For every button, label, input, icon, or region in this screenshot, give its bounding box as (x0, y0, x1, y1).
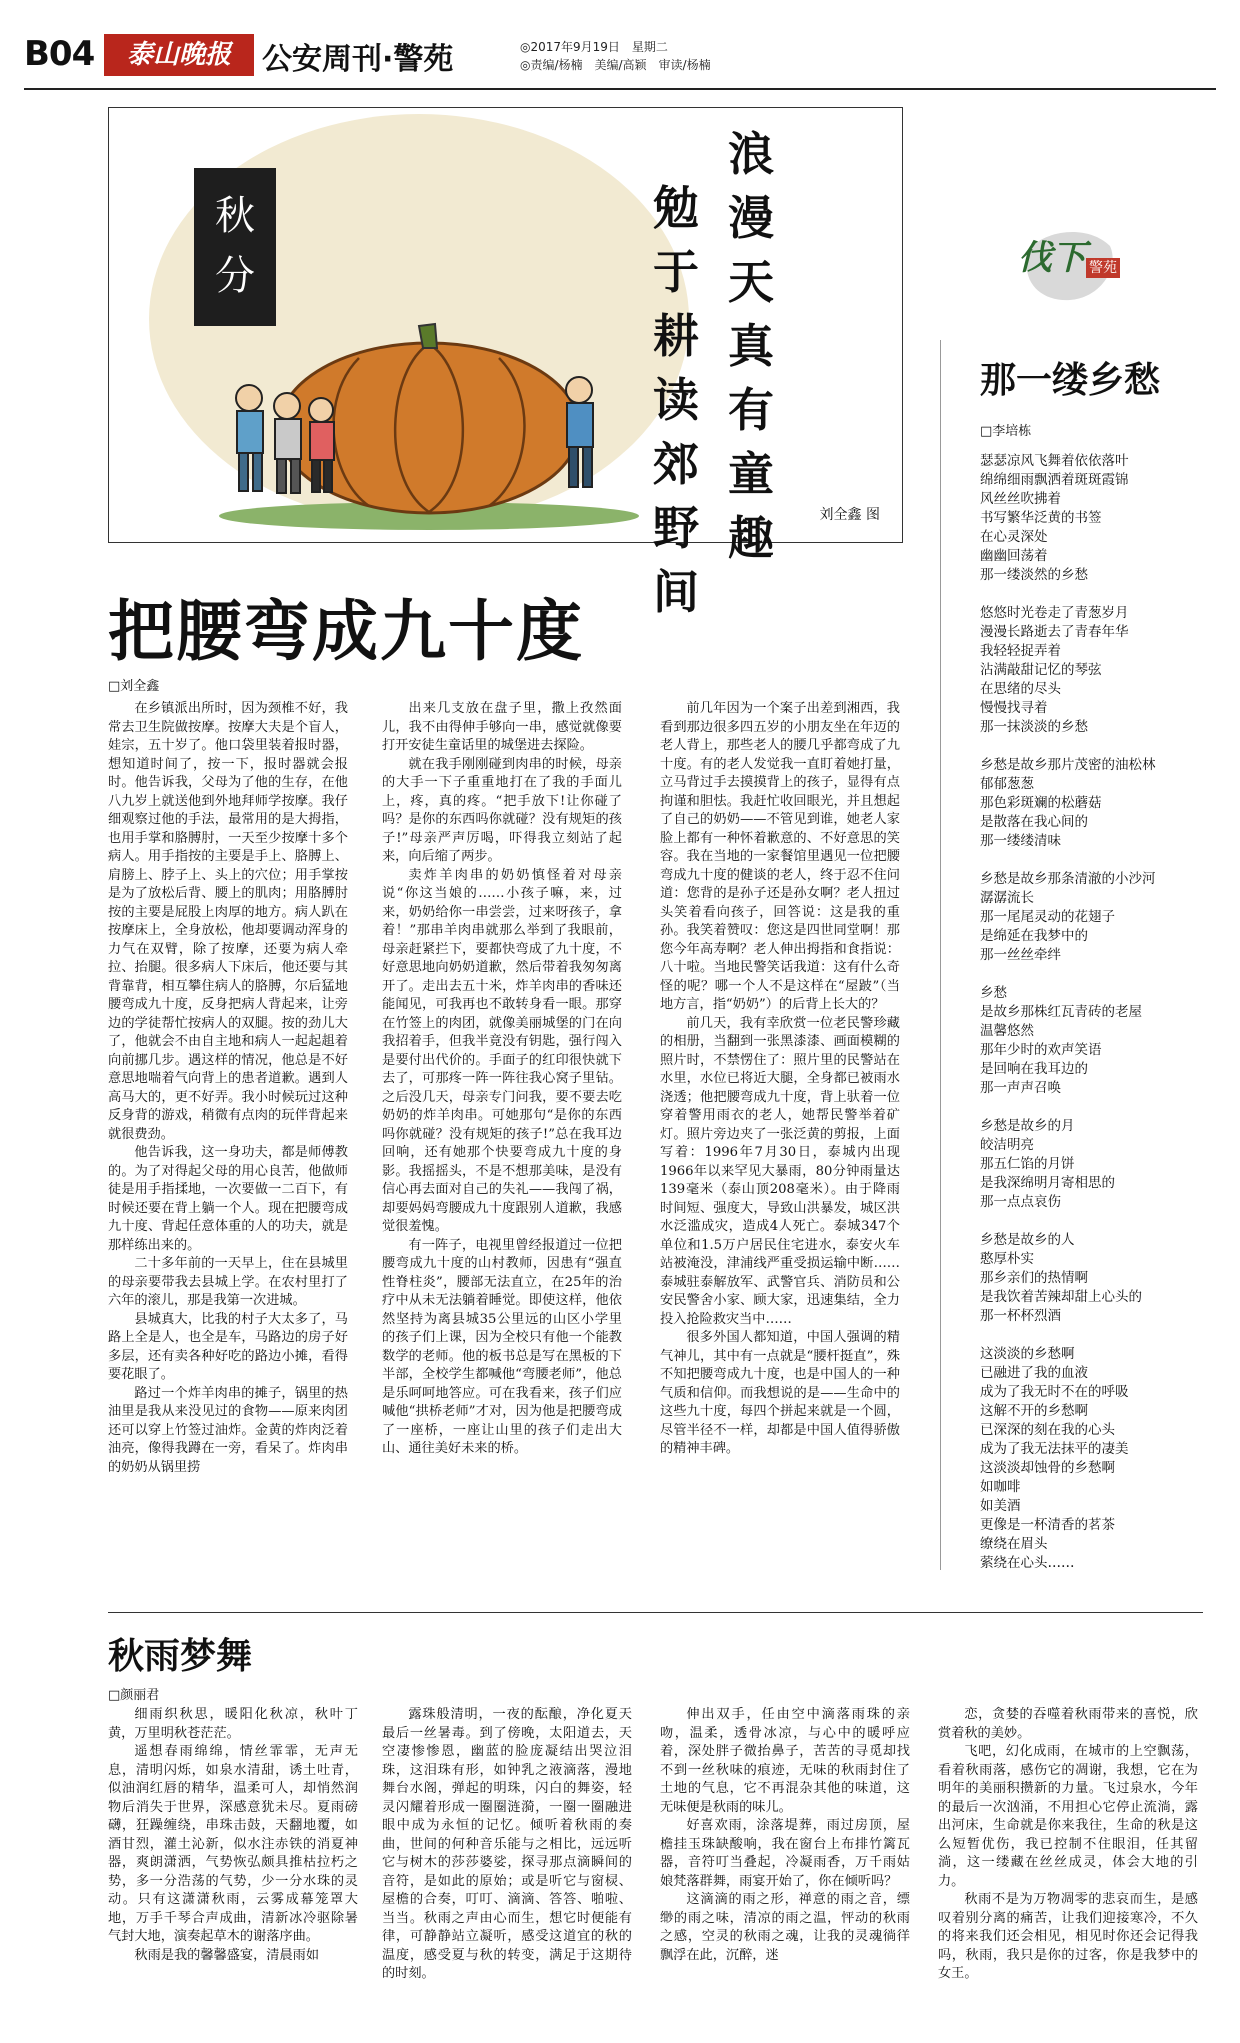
poem-line: 那色彩斑斓的松蘑菇 (980, 795, 1102, 811)
column-stamp: 警苑 (1086, 258, 1120, 278)
poem-line: 更像是一杯清香的茗茶 (980, 1517, 1115, 1533)
poem-line: 那一抹淡淡的乡愁 (980, 719, 1088, 735)
poem-line: 这淡淡的乡愁啊 (980, 1346, 1075, 1362)
poem-line: 书写繁华泛黄的书签 (980, 510, 1102, 526)
poem-stanza (980, 984, 1200, 1098)
poem-line: 已深深的刻在我的心头 (980, 1422, 1115, 1438)
poem-line: 是我深绵明月寄相思的 (980, 1175, 1115, 1191)
poem-line: 缭绕在眉头 (980, 1536, 1048, 1552)
article2-title: 秋雨梦舞 (108, 1636, 253, 1677)
poem-line: 那一声声召唤 (980, 1080, 1061, 1096)
poem-line: 绵绵细雨飘洒着斑斑霞锦 (980, 472, 1129, 488)
poem-line: 这解不开的乡愁啊 (980, 1403, 1088, 1419)
poem-line: 沾满敲甜记忆的琴弦 (980, 662, 1102, 678)
article2-column-1 (108, 1706, 358, 2032)
stamp-char-2: 分 (215, 253, 255, 299)
poem-line: 慢慢找寻着 (980, 700, 1048, 716)
paragraph: 很多外国人都知道，中国人强调的精气神儿，其中有一点就是“腰杆挺直”，殊不知把腰弯成九十度，也是中国人的一种气质和信仰。而我想说的是——生命中的这些九十度，每四个拼起来就是一个圆，尽管半径不一样，却都是中国人值得骄傲的精神丰碑。 (660, 1330, 900, 1456)
illustration-title-col1: 浪漫天真有童趣 (728, 127, 774, 565)
poem-line: 那乡亲们的热情啊 (980, 1270, 1088, 1286)
poem-line: 那一杯杯烈酒 (980, 1308, 1061, 1324)
paragraph: 细雨织秋思，暖阳化秋凉，秋叶丁黄，万里明秋苍茫茫。 (108, 1707, 358, 1741)
poem-line: 乡愁是故乡那片茂密的油松林 (980, 757, 1156, 773)
poem-line: 是我饮着苦辣却甜上心头的 (980, 1289, 1142, 1305)
column-decoration (1010, 218, 1130, 310)
poem-line: 如美酒 (980, 1498, 1021, 1514)
poem-line: 在思绪的尽头 (980, 681, 1061, 697)
illustration-title-col2: 勉于耕读郊野间 (653, 181, 699, 619)
article1-column-1 (108, 700, 348, 1600)
poem-line: 风丝丝吹拂着 (980, 491, 1061, 507)
paragraph: 伸出双手，任由空中滴落雨珠的亲吻，温柔，透骨冰凉，与心中的暖呼应着，深处胖子微抬鼻子，苦苦的寻觅却找不到一丝秋味的痕迹，无味的秋雨封住了土地的气息，它不再混杂其他的味道，这无味便是秋雨的味儿。 (660, 1707, 910, 1815)
poem-line: 这淡淡却蚀骨的乡愁啊 (980, 1460, 1115, 1476)
poem-title: 那一缕乡愁 (980, 360, 1161, 401)
poem-line: 成为了我无时不在的呼吸 (980, 1384, 1129, 1400)
article2-column-3 (660, 1706, 910, 2032)
poem-stanza (980, 604, 1200, 737)
paragraph: 恋，贪婪的吞噬着秋雨带来的喜悦，欣赏着秋的美妙。 (938, 1707, 1198, 1741)
poem-stanza (980, 870, 1200, 965)
paragraph: 这滴滴的雨之形，禅意的雨之音，缥缈的雨之味，清凉的雨之温，怦动的秋雨之感，空灵的秋雨之魂，让我的灵魂徜徉飘浮在此，沉醉，迷 (660, 1892, 910, 1963)
poem-stanza (980, 1345, 1200, 1573)
poem-body (980, 452, 1200, 1592)
poem-line: 乡愁 (980, 985, 1007, 1001)
poem-line: 是绵延在我梦中的 (980, 928, 1088, 944)
poem-line: 憨厚朴实 (980, 1251, 1034, 1267)
pumpkin-stem (419, 324, 437, 348)
article1-title: 把腰弯成九十度 (108, 593, 584, 670)
poem-line: 已融进了我的血液 (980, 1365, 1088, 1381)
poem-stanza (980, 452, 1200, 585)
editor-credits: ◎责编/杨楠 美编/高颖 审读/杨楠 (520, 58, 711, 72)
poem-line: 在心灵深处 (980, 529, 1048, 545)
article1-author: □刘全鑫 (108, 679, 160, 694)
article1-column-3 (660, 700, 900, 1600)
paragraph: 飞吧，幻化成雨，在城市的上空飘荡，看着秋雨落，感伤它的凋谢，我想，它在为明年的美丽积攒新的力量。飞过泉水，今年的最后一次汹涌，不用担心它停止流淌，露出河床，生命就是你来我往，生命的秋是这么短暂优伤，我已控制不住眼泪，任其留淌，这一缕藏在丝丝成灵，体会大地的引力。 (938, 1744, 1198, 1889)
poem-line: 幽幽回荡着 (980, 548, 1048, 564)
article1-column-2 (382, 700, 622, 1600)
illustration-box (108, 107, 903, 619)
poem-line: 悠悠时光卷走了青葱岁月 (980, 605, 1129, 621)
poem-stanza (980, 1231, 1200, 1326)
poem-line: 是回响在我耳边的 (980, 1061, 1088, 1077)
poem-stanza (980, 1117, 1200, 1212)
stamp-char-1: 秋 (215, 193, 255, 239)
poem-line: 那一点点哀伤 (980, 1194, 1061, 1210)
poem-line: 那一缕缕清味 (980, 833, 1061, 849)
issue-date: ◎2017年9月19日 星期二 (520, 40, 668, 54)
column-logo-text: 伐下 (1018, 238, 1086, 278)
poem-line: 皎洁明亮 (980, 1137, 1034, 1153)
paragraph: 卖炸羊肉串的奶奶慎怪着对母亲说“你这当娘的……小孩子嘛，来，过来，奶奶给你一串尝尝，过来呀孩子，拿着！”那串羊肉串就那么举到了我眼前，母亲赶紧拦下，要都快弯成了九十度，不好意思地向奶奶道歉，然后带着我匆匆离开了。走出去五十米，炸羊肉串的香味还能闻见，可我再也不敢转身看一眼。那穿在竹签上的肉团，就像美丽城堡的门在向我招着手，但我半竟没有钥匙，强行闯入是要付出代价的。手面子的红印很快就下去了，可那疼一阵一阵往我心窝子里钻。之后没几天，母亲专门问我，要不要去吃奶奶的炸羊肉串。可她那句“是你的东西吗你就碰？没有规矩的孩子!”总在我耳边回响，还有她那个快要弯成九十度的身影。我摇摇头，不是不想那美味，是没有信心再去面对自己的失礼——我闯了祸，却要妈妈弯腰成九十度跟别人道歉，我感觉很羞愧。 (382, 867, 622, 1234)
paragraph: 前几天，我有幸欣赏一位老民警珍藏的相册，当翻到一张黑漆漆、画面模糊的照片时，不禁愣住了：照片里的民警站在水里，水位已将近大腿，全身都已被雨水浇透；他把腰弯成九十度，背上驮着一位穿着警用雨衣的老人，她帮民警举着矿灯。照片旁边夹了一张泛黄的剪报，上面写着：1996年7月30日，泰城内出现1966年以来罕见大暴雨，80分钟雨量达139毫米（泰山顶208毫米）。由于降雨时间短、强度大，导致山洪暴发，城区洪水泛滥成灾，造成4人死亡。泰城347个单位和1.5万户居民住宅进水，泰安火车站被淹没，津浦线严重受损运输中断……泰城驻泰解放军、武警官兵、消防员和公安民警舍小家、顾大家，迅速集结，全力投入抢险救灾当中…… (660, 1015, 900, 1327)
poem-line: 乡愁是故乡那条清澈的小沙河 (980, 871, 1156, 887)
paragraph: 县城真大，比我的村子大太多了，马路上全是人，也全是车，马路边的房子好多层，还有卖各种好吃的路边小摊，看得要花眼了。 (108, 1311, 348, 1382)
newspaper-logo: 泰山晚报 (104, 34, 254, 76)
paragraph: 遥想春雨绵绵，情丝霏霏，无声无息，清明闪烁，如泉水清甜，诱土吐青，似油润红唇的精华，温柔可人，却悄然润物后消失于世界，深感意犹未尽。夏雨磅礴，狂躁缠绕，串珠击鼓，天翻地覆，如酒甘烈，灌土沁新，似水注赤铁的消夏神器，爽朗潇洒，气势恢弘颇具推枯拉朽之势，多一分浩荡的气势，少一分水珠的灵动。只有这潇潇秋雨，云雾成幕笼罩大地，万手千琴合声成曲，清新冰冷驱除暑气封大地，演奏起草木的谢落序曲。 (108, 1744, 358, 1944)
paragraph: 前几年因为一个案子出差到湘西，我看到那边很多四五岁的小朋友坐在年迈的老人背上，那些老人的腰几乎都弯成了九十度。有的老人发觉我一直盯着她打量，立马背过手去摸摸背上的孩子，显得有点拘谨和胆怯。我赶忙收回眼光，并且想起了自己的奶奶——不管见到谁，她老人家脸上都有一种怀着歉意的、不好意思的笑容。我在当地的一家餐馆里遇见一位把腰弯成九十度的健谈的老人，终于忍不住问道：您背的是孙子还是孙女啊？老人扭过头笑着看向孩子，回答说：这是我的重孙。我笑着赞叹：您这是四世同堂啊！那您今年高寿啊？老人伸出拇指和食指说：八十啦。当地民警笑话我道：这有什么奇怪的呢？哪一个人不是这样在“屋跛”（当地方言，指“奶奶”）的后背上长大的？ (660, 701, 900, 1012)
paragraph: 二十多年前的一天早上，住在县城里的母亲要带我去县城上学。在农村里打了六年的滚儿，那是我第一次进城。 (108, 1256, 348, 1308)
poem-line: 成为了我无法抹平的凄美 (980, 1441, 1129, 1457)
paragraph: 在乡镇派出所时，因为颈椎不好，我常去卫生院做按摩。按摩大夫是个盲人，娃宗，五十岁了。他口袋里装着报时器，想知道时间了，按一下，报时器就会报时。他告诉我，父母为了他的生存，在他八九岁上就送他到外地拜师学按摩。我仔细观察过他的手法，最常用的是大拇指，也用手掌和胳膊肘，一天至少按摩十多个病人。用手指按的主要是手上、胳膊上、肩膀上、脖子上、头上的穴位；用手掌按是为了放松后背、腰上的肌肉；用胳膊肘按的主要是屁股上肉厚的地方。病人趴在按摩床上，全身放松，他却要调动浑身的力气在双臂，除了按摩，还要为病人牵拉、抬腿。很多病人下床后，他还要与其背靠背，相互攀住病人的胳膊，尔后猛地腰弯成九十度，反身把病人背起来，让旁边的学徒帮忙按病人的双腿。按的劲儿大了，他就会不由自主地和病人一起起趄着向前挪几步。遇这样的情况，他总是不好意思地喘着气向背上的患者道歉。遇到人高马大的，更不好弄。我小时候玩过这种反身背的游戏，稍微有点肉的玩伴背起来就很费劲。 (108, 701, 348, 1142)
poem-line: 是故乡那株红瓦青砖的老屋 (980, 1004, 1142, 1020)
poem-author: □李培栋 (980, 424, 1032, 439)
header-rule (24, 88, 1216, 90)
poem-line: 是散落在我心间的 (980, 814, 1088, 830)
section-title: 公安周刊·警苑 (262, 42, 454, 77)
paragraph: 有一阵子，电视里曾经报道过一位把腰弯成九十度的山村教师，因患有“强直性脊柱炎”，腰部无法直立，在25年的治疗中从未无法躺着睡觉。即使这样，他依然坚持为离县城35公里远的山区小学里的孩子们上课，因为全校只有他一个能教数学的老师。他的板书总是写在黑板的下半部，全校学生都喊他“弯腰老师”，他总是乐呵呵地答应。可在我看来，孩子们应喊他“拱桥老师”才对，因为他是把腰弯成了一座桥，一座让山里的孩子们走出大山、通往美好未来的桥。 (382, 1237, 622, 1456)
page-number: B04 (24, 34, 95, 74)
poem-line: 萦绕在心头…… (980, 1555, 1075, 1571)
poem-stanza (980, 756, 1200, 851)
poem-line: 那一缕淡然的乡愁 (980, 567, 1088, 583)
poem-line: 潺潺流长 (980, 890, 1034, 906)
paragraph: 好喜欢雨，涂落堤葬，雨过房顶，屋檐挂玉珠缺酸响，我在窗台上布排竹篱瓦器，音符叮当叠起，冷凝雨香，万千雨姑娘梵落群舞，雨宴开始了，你在倾听吗？ (660, 1818, 910, 1889)
sidebar-divider (940, 340, 941, 1570)
paragraph: 出来几支放在盘子里，撒上孜然面儿，我不由得伸手够向一串，感觉就像要打开安徒生童话里的城堡进去探险。 (382, 701, 622, 753)
paragraph: 路过一个炸羊肉串的摊子，锅里的热油里是我从来没见过的食物——原来肉团还可以穿上竹签过油炸。金黄的炸肉泛着油亮，像得我蹲在一旁，看呆了。炸肉串的奶奶从锅里捞 (108, 1385, 348, 1475)
article2-author: □颜丽君 (108, 1688, 160, 1703)
section-rule (108, 1612, 1203, 1613)
poem-line: 如咖啡 (980, 1479, 1021, 1495)
poem-line: 漫漫长路逝去了青春年华 (980, 624, 1129, 640)
poem-line: 温馨悠然 (980, 1023, 1034, 1039)
poem-line: 郁郁葱葱 (980, 776, 1034, 792)
article2-column-2 (382, 1706, 632, 2032)
article2-column-4 (938, 1706, 1198, 2032)
poem-line: 那一丝丝牵绊 (980, 947, 1061, 963)
illustration-credit: 刘全鑫 图 (819, 507, 880, 523)
paragraph: 露珠般清明，一夜的酝酿，净化夏天最后一丝暑毒。到了傍晚，太阳道去，天空凄惨惨恩，幽蓝的脸庞凝结出哭泣泪珠，这泪珠有形，如钟乳之液滴落，漫地舞台水阁，弹起的明珠，闪白的舞姿，轻灵闪耀着形成一圈圈涟漪，一圈一圈融进眼中成为永恒的记忆。倾听着秋雨的奏曲，世间的何种音乐能与之相比，远远听它与树木的莎莎婆娑，探寻那点滴瞬间的音符，是如此的原始；或是听它与窗棂、屋檐的合奏，叮叮、滴滴、答答、啪啦、当当。秋雨之声由心而生，想它时便能有律，可静静站立凝听，感受这道宜的秋的温度，感受夏与秋的转变，满足于这期待的时刻。 (382, 1707, 632, 1981)
poem-line: 那一尾尾灵动的花翅子 (980, 909, 1115, 925)
paragraph: 他告诉我，这一身功夫，都是师傅教的。为了对得起父母的用心良苦，他做师徒是用手指揉地，一次要做一二百下，有时候还要在背上躺一个人。现在把腰弯成九十度、背起任意体重的人的功夫，就是那样练出来的。 (108, 1145, 348, 1253)
paragraph: 秋雨不是为万物凋零的悲哀而生，是感叹着别分离的痛苦，让我们迎接寒冷，不久的将来我们还会相见，相见时你还会记得我吗，秋雨，我只是你的过客，你是我梦中的女王。 (938, 1892, 1198, 1981)
poem-line: 那年少时的欢声笑语 (980, 1042, 1102, 1058)
paragraph: 就在我手刚刚碰到肉串的时候，母亲的大手一下子重重地打在了我的手面儿上，疼，真的疼。“把手放下!让你碰了吗？是你的东西吗你就碰？没有规矩的孩子!”母亲严声厉喝，吓得我立刻站了起来，向后缩了两步。 (382, 756, 622, 864)
pumpkin-children-drawing (209, 278, 629, 528)
paragraph: 秋雨是我的馨馨盛宴，清晨雨如 (134, 1947, 320, 1963)
header-meta (520, 38, 711, 74)
poem-line: 瑟瑟凉风飞舞着依依落叶 (980, 453, 1129, 469)
poem-line: 我轻轻捉弄着 (980, 643, 1061, 659)
poem-line: 乡愁是故乡的人 (980, 1232, 1075, 1248)
poem-line: 乡愁是故乡的月 (980, 1118, 1075, 1134)
poem-line: 那五仁馅的月饼 (980, 1156, 1075, 1172)
